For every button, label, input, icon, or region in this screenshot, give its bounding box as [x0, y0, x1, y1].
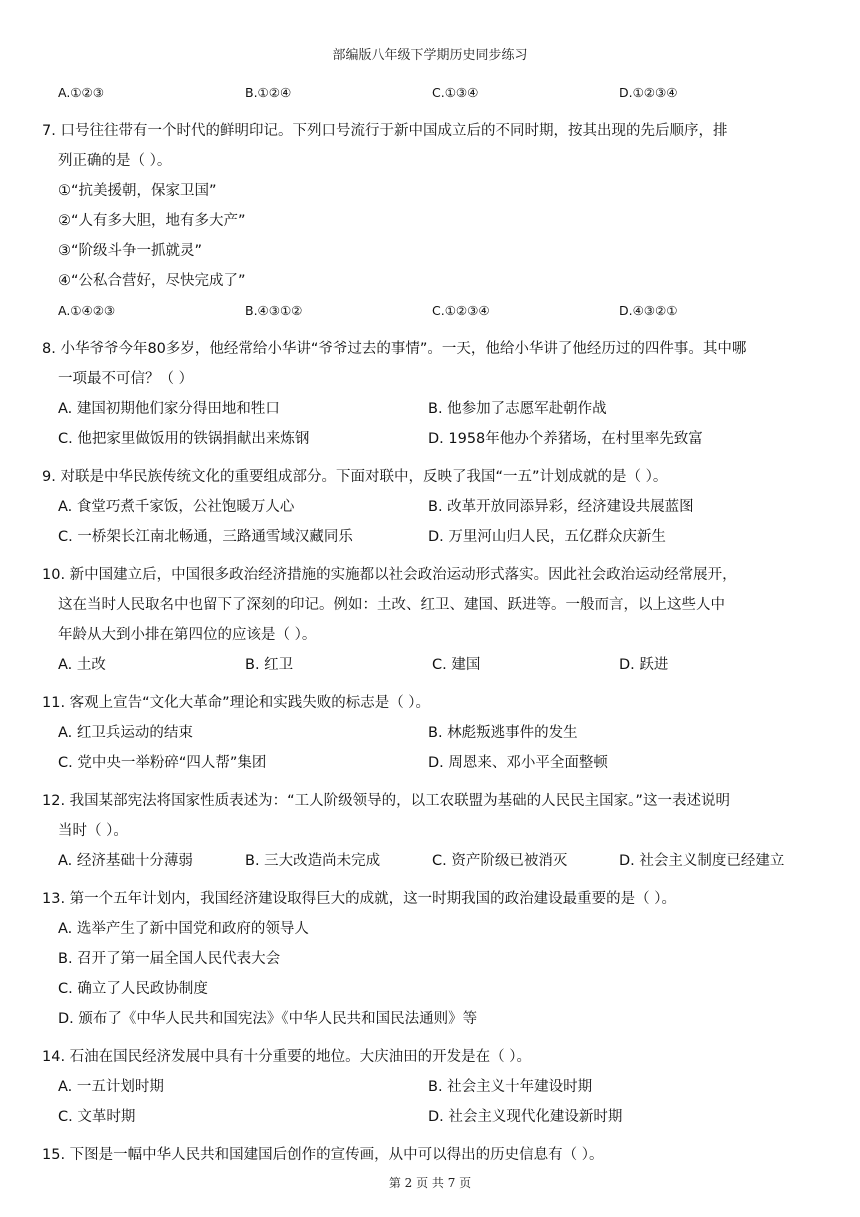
question-14	[42, 1042, 812, 1132]
q8-stem-line1: 8. 小华爷爷今年80多岁，他经常给小华讲“爷爷过去的事情”。一天，他给小华讲了他经历过的四件事。其中哪	[42, 341, 747, 357]
page-footer: 第 2 页 共 7 页	[388, 1176, 472, 1190]
q13-option-d[interactable]: D. 颁布了《中华人民共和国宪法》《中华人民共和国民法通则》等	[58, 1011, 478, 1027]
q11-option-c[interactable]: C. 党中央一举粉碎“四人帮”集团	[58, 755, 267, 771]
q6-option-c[interactable]: C.①③④	[432, 85, 479, 100]
q11-options-row2	[42, 748, 812, 778]
q6-option-d[interactable]: D.①②③④	[619, 85, 678, 100]
question-13	[42, 884, 812, 1034]
q9-options-row1	[42, 492, 812, 522]
q9-stem-line1: 9. 对联是中华民族传统文化的重要组成部分。下面对联中，反映了我国“一五”计划成就的是（ ）。	[42, 469, 668, 485]
q11-option-d[interactable]: D. 周恩来、邓小平全面整顿	[428, 755, 608, 771]
q14-option-b[interactable]: B. 社会主义十年建设时期	[428, 1079, 593, 1095]
q10-option-b[interactable]: B. 红卫	[245, 657, 294, 673]
q13-option-a[interactable]: A. 选举产生了新中国党和政府的领导人	[58, 921, 309, 937]
q6-options	[42, 78, 812, 108]
q14-options-row1	[42, 1072, 812, 1102]
q9-option-a[interactable]: A. 食堂巧煮千家饭，公社饱暖万人心	[58, 499, 295, 515]
q8-options-row1	[42, 394, 812, 424]
q10-stem-line3: 年龄从大到小排在第四位的应该是（ ）。	[58, 627, 317, 643]
q14-stem-line1: 14. 石油在国民经济发展中具有十分重要的地位。大庆油田的开发是在（ ）。	[42, 1049, 532, 1065]
question-10	[42, 560, 812, 680]
q11-option-a[interactable]: A. 红卫兵运动的结束	[58, 725, 193, 741]
question-12	[42, 786, 812, 876]
q6-option-a[interactable]: A.①②③	[58, 85, 104, 100]
q9-option-b[interactable]: B. 改革开放同添异彩，经济建设共展蓝图	[428, 499, 694, 515]
q8-stem-line2: 一项最不可信？（ ）	[58, 371, 194, 387]
question-9	[42, 462, 812, 552]
q7-option-b[interactable]: B.④③①②	[245, 303, 303, 318]
q10-option-c[interactable]: C. 建国	[432, 657, 481, 673]
question-list	[42, 78, 812, 1170]
q13-stem-line1: 13. 第一个五年计划内，我国经济建设取得巨大的成就，这一时期我国的政治建设最重要的是（ ）。	[42, 891, 677, 907]
q7-item-3: ③“阶级斗争一抓就灵”	[58, 243, 203, 259]
q7-option-a[interactable]: A.①④②③	[58, 303, 116, 318]
q14-options-row2	[42, 1102, 812, 1132]
question-11	[42, 688, 812, 778]
q8-option-a[interactable]: A. 建国初期他们家分得田地和牲口	[58, 401, 280, 417]
q12-options	[42, 846, 812, 876]
q8-options-row2	[42, 424, 812, 454]
q12-stem-line2: 当时（ ）。	[58, 823, 128, 839]
q14-option-c[interactable]: C. 文革时期	[58, 1109, 136, 1125]
q9-option-c[interactable]: C. 一桥架长江南北畅通，三路通雪域汉藏同乐	[58, 529, 353, 545]
q10-options	[42, 650, 812, 680]
q12-option-b[interactable]: B. 三大改造尚未完成	[245, 853, 381, 869]
q9-options-row2	[42, 522, 812, 552]
q14-option-a[interactable]: A. 一五计划时期	[58, 1079, 164, 1095]
q8-option-c[interactable]: C. 他把家里做饭用的铁锅捐献出来炼钢	[58, 431, 310, 447]
q9-option-d[interactable]: D. 万里河山归人民，五亿群众庆新生	[428, 529, 666, 545]
q12-option-c[interactable]: C. 资产阶级已被消灭	[432, 853, 568, 869]
q7-item-4: ④“公私合营好，尽快完成了”	[58, 273, 246, 289]
q7-option-c[interactable]: C.①②③④	[432, 303, 490, 318]
q7-option-d[interactable]: D.④③②①	[619, 303, 678, 318]
q15-stem-line1: 15. 下图是一幅中华人民共和国建国后创作的宣传画，从中可以得出的历史信息有（ ）。	[42, 1147, 604, 1163]
q10-option-d[interactable]: D. 跃进	[619, 657, 669, 673]
page-header: 部编版八年级下学期历史同步练习	[332, 48, 528, 63]
question-15	[42, 1140, 812, 1170]
q7-stem-line2: 列正确的是（ ）。	[58, 153, 172, 169]
q8-option-b[interactable]: B. 他参加了志愿军赴朝作战	[428, 401, 607, 417]
q10-stem-line2: 这在当时人民取名中也留下了深刻的印记。例如：土改、红卫、建国、跃进等。一般而言，以上这些人中	[58, 597, 725, 613]
q10-stem-line1: 10. 新中国建立后，中国很多政治经济措施的实施都以社会政治运动形式落实。因此社会政治运动经常展开，	[42, 567, 737, 583]
q8-option-d[interactable]: D. 1958年他办个养猪场，在村里率先致富	[428, 431, 703, 447]
q11-stem-line1: 11. 客观上宣告“文化大革命”理论和实践失败的标志是（ ）。	[42, 695, 431, 711]
q13-option-b[interactable]: B. 召开了第一届全国人民代表大会	[58, 951, 281, 967]
q12-stem-line1: 12. 我国某部宪法将国家性质表述为：“工人阶级领导的，以工农联盟为基础的人民民主国家。”这一表述说明	[42, 793, 730, 809]
q7-item-1: ①“抗美援朝，保家卫国”	[58, 183, 217, 199]
q7-stem-line1: 7. 口号往往带有一个时代的鲜明印记。下列口号流行于新中国成立后的不同时期，按其出现的先后顺序，排	[42, 123, 728, 139]
q11-option-b[interactable]: B. 林彪叛逃事件的发生	[428, 725, 578, 741]
q7-options	[42, 296, 812, 326]
q12-option-d[interactable]: D. 社会主义制度已经建立	[619, 853, 785, 869]
q11-options-row1	[42, 718, 812, 748]
q12-option-a[interactable]: A. 经济基础十分薄弱	[58, 853, 193, 869]
q13-option-c[interactable]: C. 确立了人民政协制度	[58, 981, 208, 997]
q14-option-d[interactable]: D. 社会主义现代化建设新时期	[428, 1109, 623, 1125]
q10-option-a[interactable]: A. 土改	[58, 657, 106, 673]
question-7	[42, 116, 812, 326]
q7-item-2: ②“人有多大胆，地有多大产”	[58, 213, 246, 229]
q6-option-b[interactable]: B.①②④	[245, 85, 292, 100]
question-8	[42, 334, 812, 454]
